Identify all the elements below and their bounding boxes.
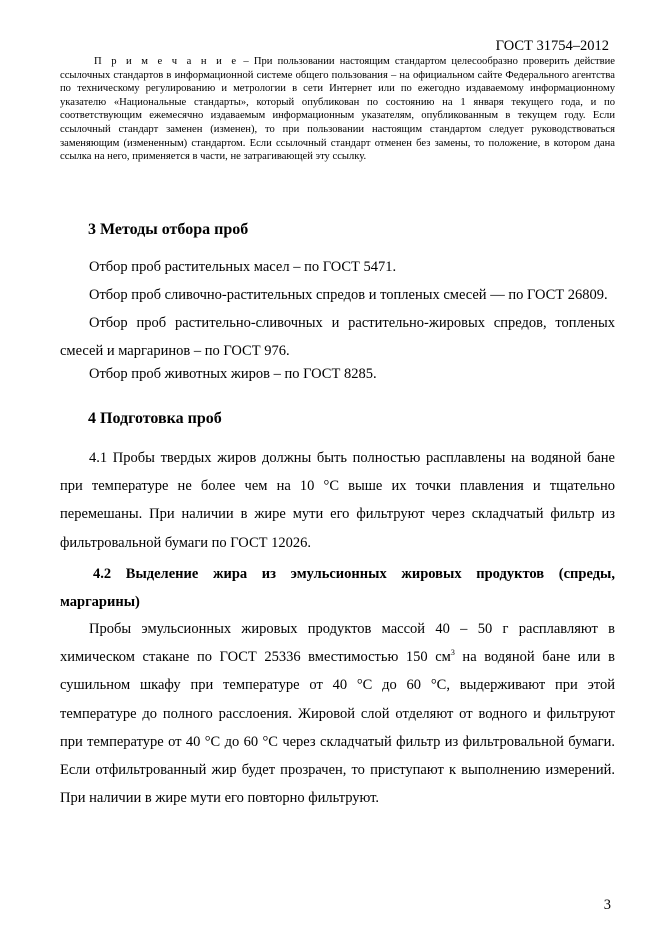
note-label: П р и м е ч а н и е: [94, 56, 239, 67]
page-number: 3: [603, 897, 611, 913]
section-4-2-heading: 4.2 Выделение жира из эмульсионных жировых продуктов (спреды, маргарины): [60, 566, 615, 610]
cubic-superscript: 3: [450, 648, 455, 658]
section-3-paragraph-4: Отбор проб животных жиров – по ГОСТ 8285.: [89, 366, 377, 382]
section-4-heading: 4 Подготовка проб: [88, 410, 222, 427]
section-4-2-text-part-1: Пробы эмульсионных жировых продуктов массой 40 – 50 г расплавляют в химическом стакане по ГОСТ 25336 вместимостью 150 см: [60, 621, 615, 666]
section-3-paragraph-2: Отбор проб сливочно-растительных спредов и топленых смесей — по ГОСТ 26809.: [89, 287, 608, 303]
section-3-paragraph-3: Отбор проб растительно-сливочных и растительно-жировых спредов, топленых смесей и маргаринов – по ГОСТ 976.: [60, 315, 615, 360]
section-4-1-paragraph: 4.1 Пробы твердых жиров должны быть полностью расплавлены на водяной бане при температуре не более чем на 10 °С выше их точки плавления и тщательно перемешаны. При наличии в жире мути его фильтруют через складчатый фильтр из фильтровальной бумаги по ГОСТ 12026.: [60, 450, 615, 551]
section-3-paragraph-3-block: [60, 309, 615, 365]
section-4-2-text-part-2: на водяной бане или в сушильном шкафу при температуре от 40 °С до 60 °С, выдерживают при этой температуре до полного расслоения. Жировой слой отделяют от водного и фильтруют при температуре от 40 °С до 60 °С через складчатый фильтр из фильтровальной бумаги. Если отфильтрованный жир будет прозрачен, то приступают к выполнению измерений. При наличии в жире мути его повторно фильтруют.: [60, 649, 616, 807]
section-4-2-paragraph: [60, 615, 615, 812]
section-3-heading: 3 Методы отбора проб: [88, 221, 249, 238]
note-text: – При пользовании настоящим стандартом целесообразно проверить действие ссылочных стандартов в информационной системе общего пользования – на официальном сайте Федерального агентства по техническому регулированию и метрологии в сети Интернет или по ежегодно издаваемому информационному указателю «Национальные стандарты», который опубликован по состоянию на 1 января текущего года, и по соответствующим ежемесячно издаваемым информационным указателям, опубликованным в текущем году. Если ссылочный стандарт заменен (изменен), то при пользовании настоящим стандартом следует руководствоваться заменяющим (измененным) стандартом. Если ссылочный стандарт отменен без замены, то положение, в котором дана ссылка на него, применяется в части, не затрагивающей эту ссылку.: [60, 56, 615, 163]
section-4-2-block: [60, 615, 615, 812]
section-3-paragraph-1: Отбор проб растительных масел – по ГОСТ 5471.: [89, 259, 397, 275]
section-4-1-block: [60, 444, 615, 557]
document-code: ГОСТ 31754–2012: [495, 38, 609, 54]
reference-note: [60, 55, 615, 164]
